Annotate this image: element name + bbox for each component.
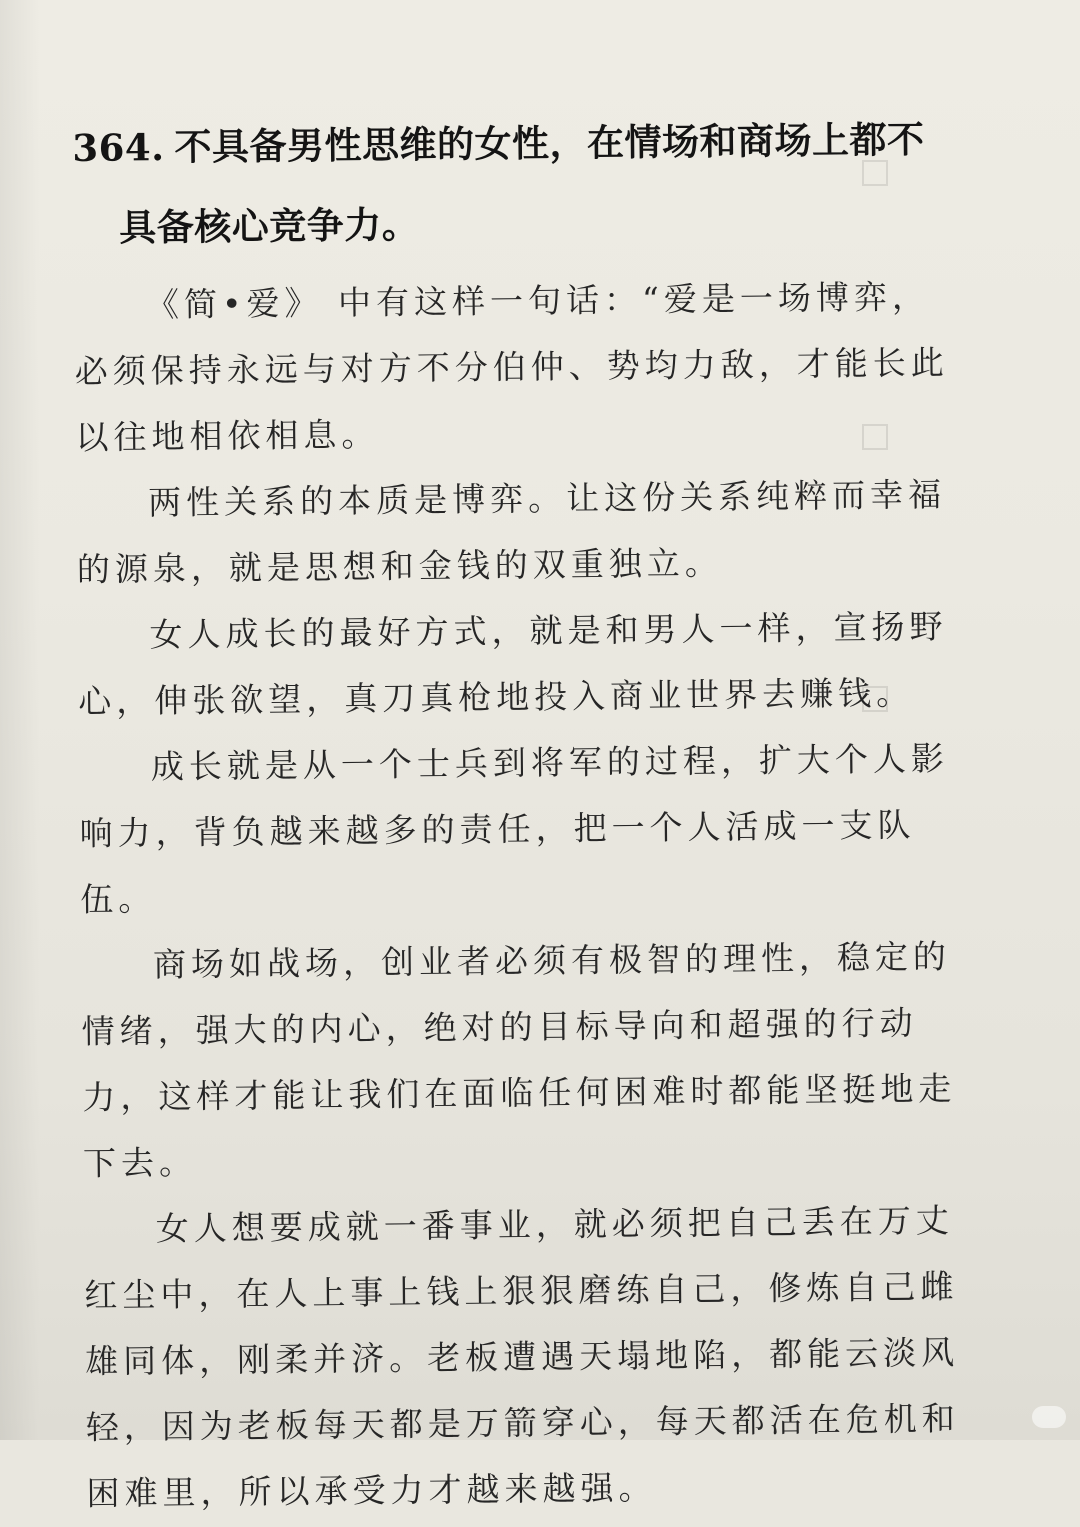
- paragraph-2: 两性关系的本质是博弈。让这份关系纯粹而幸福的源泉，就是思想和金钱的双重独立。: [76, 474, 947, 589]
- section-title: 不具备男性思维的女性，在情场和商场上都不具备核心竞争力。: [119, 118, 925, 250]
- page-shadow: [0, 0, 40, 1440]
- watermark-badge: [1032, 1406, 1066, 1428]
- paragraph-4: 成长就是从一个士兵到将军的过程，扩大个人影响力，背负越来越多的责任，把一个人活成一支队伍。: [79, 738, 950, 919]
- section-heading: [72, 99, 954, 269]
- paragraph-1: 《简•爱》 中有这样一句话：“爱是一场博弈，必须保持永远与对方不分伯仲、势均力敌，才能长此以往地相依相息。: [74, 277, 949, 457]
- paragraph-3: 女人成长的最好方式，就是和男人一样，宣扬野心，伸张欲望，真刀真枪地投入商业世界去赚钱。: [78, 606, 948, 721]
- paragraph-5: 商场如战场，创业者必须有极智的理性，稳定的情绪，强大的内心，绝对的目标导向和超强的行动力，这样才能让我们在面临任何困难时都能坚挺地走下去。: [81, 936, 957, 1183]
- paragraph-6: 女人想要成就一番事业，就必须把自己丢在万丈红尘中，在人上事上钱上狠狠磨练自己，修炼自己雌雄同体，刚柔并济。老板遭遇天塌地陷，都能云淡风轻，因为老板每天都是万箭穿心，每天都活在危机和困难里，所以承受力才越来越强。: [84, 1200, 960, 1513]
- section-number: 364.: [72, 125, 165, 170]
- page-content: [72, 99, 967, 1527]
